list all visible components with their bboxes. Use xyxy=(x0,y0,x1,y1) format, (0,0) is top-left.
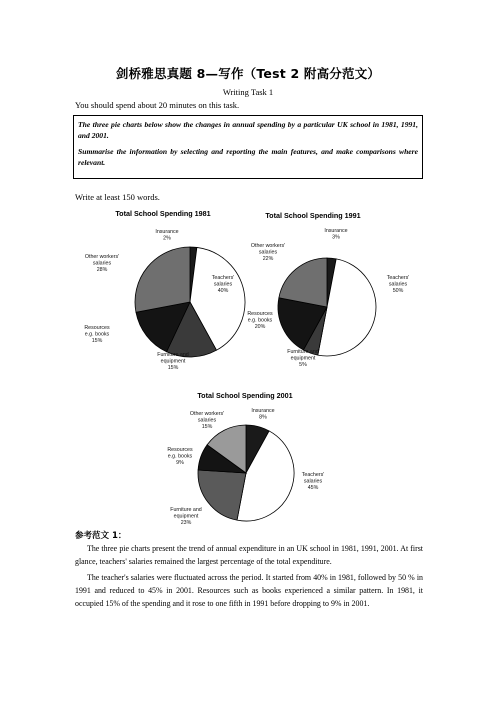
label-resources: Resources e.g. books 9% xyxy=(167,447,193,466)
label-other-workers: Other workers' salaries 22% xyxy=(250,243,286,262)
essay-heading: 参考范文 1： xyxy=(75,531,127,541)
label-resources: Resources e.g. books 15% xyxy=(84,325,110,344)
pie-chart-1981 xyxy=(75,207,255,382)
label-teachers-salaries: Teachers' salaries 45% xyxy=(301,472,325,491)
chart-title: Total School Spending 1991 xyxy=(265,211,361,220)
pie-chart-2001 xyxy=(150,388,340,536)
task-prompt-box xyxy=(73,115,423,179)
page-title: 剑桥雅思真题 8—写作（Test 2 附高分范文） xyxy=(115,66,381,81)
chart-title: Total School Spending 1981 xyxy=(115,209,211,218)
label-teachers-salaries: Teachers' salaries 50% xyxy=(386,275,410,294)
essay-paragraph-2: The teacher's salaries were fluctuated across the period. It started from 40% in 1981, followed by 50 % in 1991 and reduced to 45% in 2001. Resources such as books experienced a similar pattern. In 1981, it occupied 15% of the spending and it rose to one fifth in 1991 before dropping to 9% in 2001. xyxy=(75,573,423,608)
task-description: The three pie charts below show the changes in annual spending by a particular UK school in 1981, 1991, and 2001. xyxy=(78,120,418,140)
pie-slice-other-workers-salaries xyxy=(135,247,190,312)
time-instruction: You should spend about 20 minutes on this task. xyxy=(75,100,240,110)
pie-chart-1991 xyxy=(238,207,428,382)
pie-slice-furniture-and-equipment xyxy=(198,470,246,520)
chart-title: Total School Spending 2001 xyxy=(197,391,293,400)
task-summary-instruction: Summarise the information by selecting and reporting the main features, and make comparisons where relevant. xyxy=(78,147,418,167)
label-furniture: Furniture and equipment 5% xyxy=(287,349,319,368)
label-resources: Resources e.g. books 20% xyxy=(247,311,273,330)
label-furniture: Furniture and equipment 15% xyxy=(157,352,189,371)
label-teachers-salaries: Teachers' salaries 40% xyxy=(211,275,235,294)
label-insurance: Insurance 8% xyxy=(251,408,275,421)
label-other-workers: Other workers' salaries 28% xyxy=(84,254,120,273)
essay-paragraph-1: The three pie charts present the trend of annual expenditure in an UK school in 1981, 1991, 2001. At first glance, teachers' salaries remained the largest percentage of the total expenditure. xyxy=(75,544,423,566)
task-subtitle: Writing Task 1 xyxy=(222,87,274,97)
label-other-workers: Other workers' salaries 15% xyxy=(189,411,225,430)
word-count-instruction: Write at least 150 words. xyxy=(75,192,160,202)
label-insurance: Insurance 2% xyxy=(155,229,179,242)
label-furniture: Furniture and equipment 23% xyxy=(170,507,202,526)
label-insurance: Insurance 3% xyxy=(324,228,348,241)
